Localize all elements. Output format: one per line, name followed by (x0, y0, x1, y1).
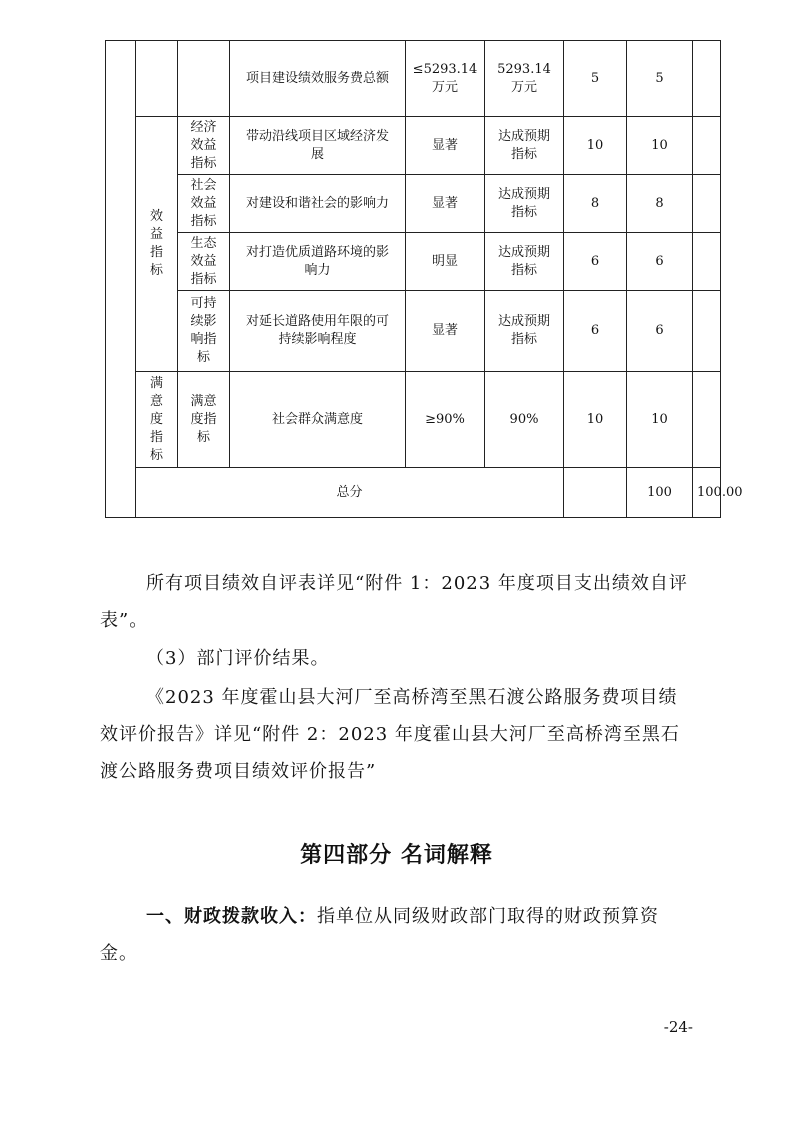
indicator-cell: 对建设和谐社会的影响力 (230, 175, 406, 233)
paragraph-dept-evaluation: （3）部门评价结果。 (146, 648, 330, 669)
indicator-cell: 项目建设绩效服务费总额 (230, 41, 406, 117)
paragraph-appendix-1: 所有项目绩效自评表详见“附件 1：2023 年度项目支出绩效自评表”。 (100, 573, 688, 631)
actual-cell: 90% (485, 372, 564, 468)
score-cell: 5 (627, 41, 693, 117)
target-cell: 显著 (406, 175, 485, 233)
score-cell: 6 (627, 291, 693, 372)
paragraph-term-1 (100, 898, 690, 972)
sub-category-cell: 可持 续影 响指 标 (178, 291, 230, 372)
score-cell: 8 (627, 175, 693, 233)
blank-sub-cell (178, 41, 230, 117)
sub-category-cell: 满意 度指 标 (178, 372, 230, 468)
page-number: -24- (663, 1018, 693, 1036)
term-text: 指单位从同级财政部门取得的财政预算资金。 (100, 906, 659, 964)
indicator-cell: 带动沿线项目区域经济发 展 (230, 117, 406, 175)
note-cell (693, 291, 721, 372)
weight-cell: 5 (564, 41, 627, 117)
table-row-total (106, 468, 721, 518)
actual-cell: 5293.14 万元 (485, 41, 564, 117)
actual-cell: 达成预期 指标 (485, 233, 564, 291)
benefit-category-cell: 效 益 指 标 (136, 117, 178, 372)
note-cell (693, 117, 721, 175)
section-heading: 第四部分 名词解释 (300, 843, 493, 868)
weight-cell: 8 (564, 175, 627, 233)
target-cell: ≥90% (406, 372, 485, 468)
sub-category-cell: 经济 效益 指标 (178, 117, 230, 175)
sub-category-cell: 生态 效益 指标 (178, 233, 230, 291)
performance-table (105, 40, 743, 518)
indicator-cell: 对延长道路使用年限的可 持续影响程度 (230, 291, 406, 372)
weight-cell: 10 (564, 372, 627, 468)
table-row-economic (106, 117, 721, 175)
actual-cell: 达成预期 指标 (485, 175, 564, 233)
target-cell: ≤5293.14 万元 (406, 41, 485, 117)
actual-cell: 达成预期 指标 (485, 117, 564, 175)
indicator-cell: 对打造优质道路环境的影 响力 (230, 233, 406, 291)
weight-cell: 6 (564, 291, 627, 372)
score-cell: 6 (627, 233, 693, 291)
satisfaction-category-cell: 满 意 度 指 标 (136, 372, 178, 468)
total-score-cell: 100.00 (693, 468, 721, 518)
note-cell (693, 175, 721, 233)
table-row-service-fee (106, 41, 721, 117)
note-cell (693, 41, 721, 117)
note-cell (693, 233, 721, 291)
score-cell: 10 (627, 117, 693, 175)
table-row-sustainable (106, 291, 721, 372)
actual-cell: 达成预期 指标 (485, 291, 564, 372)
table-row-social (106, 175, 721, 233)
weight-cell: 10 (564, 117, 627, 175)
indicator-cell: 社会群众满意度 (230, 372, 406, 468)
total-label-cell: 总分 (136, 468, 564, 518)
target-cell: 显著 (406, 291, 485, 372)
note-cell (693, 372, 721, 468)
table-row-ecological (106, 233, 721, 291)
weight-cell: 6 (564, 233, 627, 291)
term-label: 一、财政拨款收入： (146, 906, 317, 927)
blank-left-cell (106, 41, 136, 518)
total-weight-cell: 100 (627, 468, 693, 518)
total-actual-cell (564, 468, 627, 518)
target-cell: 显著 (406, 117, 485, 175)
paragraph-appendix-2: 《2023 年度霍山县大河厂至高桥湾至黑石渡公路服务费项目绩效评价报告》详见“附件 2：2023 年度霍山县大河厂至高桥湾至黑石渡公路服务费项目绩效评价报告” (100, 687, 680, 782)
sub-category-cell: 社会 效益 指标 (178, 175, 230, 233)
blank-category-cell (136, 41, 178, 117)
score-cell: 10 (627, 372, 693, 468)
table-row-satisfaction (106, 372, 721, 468)
target-cell: 明显 (406, 233, 485, 291)
